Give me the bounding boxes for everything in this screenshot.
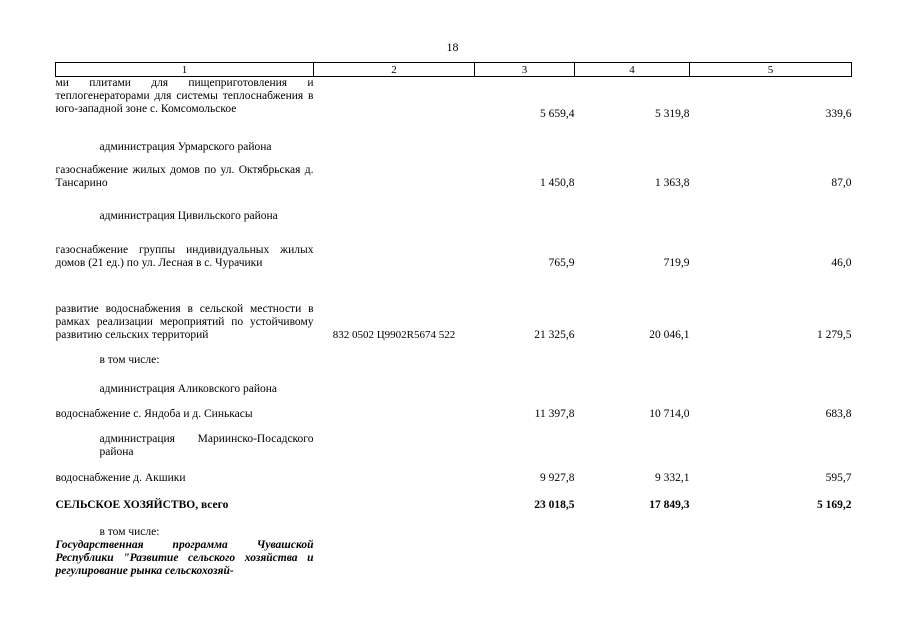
row-amount-cell: 87,0: [831, 176, 852, 189]
row-amount-cell: 21 325,6: [534, 328, 575, 341]
row-amount-cell: [690, 190, 852, 223]
table-row: [56, 396, 852, 421]
row-amount-cell: [475, 539, 575, 583]
column-header: 5: [690, 63, 852, 77]
table-row: [56, 367, 852, 396]
table-row: [56, 459, 852, 485]
row-code-cell: [314, 121, 475, 154]
row-amount-cell: 5 169,2: [817, 498, 852, 511]
row-name-cell: администрация Урмарского района: [99, 140, 272, 153]
row-name-cell: администрация Мариинско-Посадского района: [99, 432, 314, 458]
column-header: 2: [314, 63, 475, 77]
row-amount-cell: [475, 421, 575, 459]
table-header-row: [56, 63, 852, 77]
row-name-cell: СЕЛЬСКОЕ ХОЗЯЙСТВО, всего: [55, 498, 229, 511]
row-amount-cell: 1 363,8: [655, 176, 690, 189]
row-code-cell: 832 0502 Ц9902R5674 522: [332, 328, 456, 341]
row-amount-cell: 339,6: [825, 107, 852, 120]
row-code-cell: [314, 77, 475, 121]
row-amount-cell: 5 659,4: [540, 107, 575, 120]
row-amount-cell: [690, 512, 852, 539]
row-name-cell: водоснабжение с. Яндоба и д. Синькасы: [55, 407, 253, 420]
row-amount-cell: 9 332,1: [655, 471, 690, 484]
row-amount-cell: 17 849,3: [649, 498, 690, 511]
table-body: [56, 77, 852, 583]
table-row: [56, 77, 852, 121]
row-code-cell: [314, 396, 475, 421]
column-header: 1: [56, 63, 314, 77]
row-amount-cell: 20 046,1: [649, 328, 690, 341]
row-amount-cell: [690, 121, 852, 154]
row-name-cell: газоснабжение жилых домов по ул. Октябрьская д. Тансарино: [55, 163, 314, 189]
row-code-cell: [314, 539, 475, 583]
row-name-cell: администрация Цивильского района: [99, 209, 278, 222]
row-name-cell: администрация Аликовского района: [99, 382, 278, 395]
table-row: [56, 270, 852, 342]
row-amount-cell: [575, 121, 690, 154]
row-code-cell: [314, 223, 475, 270]
row-amount-cell: 719,9: [663, 256, 690, 269]
row-code-cell: [314, 459, 475, 485]
row-code-cell: [314, 421, 475, 459]
column-header: 4: [575, 63, 690, 77]
row-code-cell: [314, 485, 475, 512]
column-header: 3: [475, 63, 575, 77]
row-name-cell: ми плитами для пищеприготовления и теплогенераторами для системы теплоснабжения в юго-западной зоне с. Комсомольское: [55, 77, 314, 115]
row-code-cell: [314, 154, 475, 190]
row-amount-cell: 765,9: [548, 256, 575, 269]
row-amount-cell: [475, 342, 575, 367]
table-row: [56, 539, 852, 583]
row-amount-cell: 1 450,8: [540, 176, 575, 189]
table-row: [56, 485, 852, 512]
table-row: [56, 512, 852, 539]
table-row: [56, 121, 852, 154]
row-amount-cell: [575, 539, 690, 583]
row-amount-cell: 11 397,8: [534, 407, 575, 420]
row-name-cell: в том числе:: [99, 525, 160, 538]
row-code-cell: [314, 367, 475, 396]
row-amount-cell: [575, 190, 690, 223]
row-code-cell: [314, 512, 475, 539]
row-amount-cell: 1 279,5: [817, 328, 852, 341]
row-amount-cell: [690, 539, 852, 583]
row-amount-cell: [475, 190, 575, 223]
row-amount-cell: [475, 121, 575, 154]
row-name-cell: развитие водоснабжения в сельской местности в рамках реализации мероприятий по устойчивому развитию сельских территорий: [55, 302, 314, 341]
table-row: [56, 223, 852, 270]
row-amount-cell: [575, 367, 690, 396]
row-amount-cell: [575, 421, 690, 459]
row-code-cell: [314, 190, 475, 223]
row-amount-cell: 595,7: [825, 471, 852, 484]
row-amount-cell: 5 319,8: [655, 107, 690, 120]
row-code-cell: [314, 342, 475, 367]
row-name-cell: водоснабжение д. Акшики: [55, 471, 186, 484]
table-row: [56, 154, 852, 190]
row-amount-cell: [690, 421, 852, 459]
row-amount-cell: [575, 512, 690, 539]
row-amount-cell: 23 018,5: [534, 498, 575, 511]
row-amount-cell: [690, 367, 852, 396]
row-amount-cell: [475, 512, 575, 539]
table-row: [56, 190, 852, 223]
budget-table: [55, 62, 852, 583]
row-amount-cell: 10 714,0: [649, 407, 690, 420]
row-name-cell: газоснабжение группы индивидуальных жилых домов (21 ед.) по ул. Лесная в с. Чурачики: [55, 243, 314, 269]
row-amount-cell: 46,0: [831, 256, 852, 269]
table-row: [56, 421, 852, 459]
row-name-cell: Государственная программа Чувашской Республики "Развитие сельского хозяйства и регулирование рынка сельскохозяй-: [55, 538, 314, 577]
row-amount-cell: [690, 342, 852, 367]
row-amount-cell: [575, 342, 690, 367]
row-amount-cell: 683,8: [825, 407, 852, 420]
row-name-cell: в том числе:: [99, 353, 160, 366]
row-amount-cell: 9 927,8: [540, 471, 575, 484]
table-row: [56, 342, 852, 367]
row-amount-cell: [475, 367, 575, 396]
page-number: 18: [446, 40, 459, 54]
